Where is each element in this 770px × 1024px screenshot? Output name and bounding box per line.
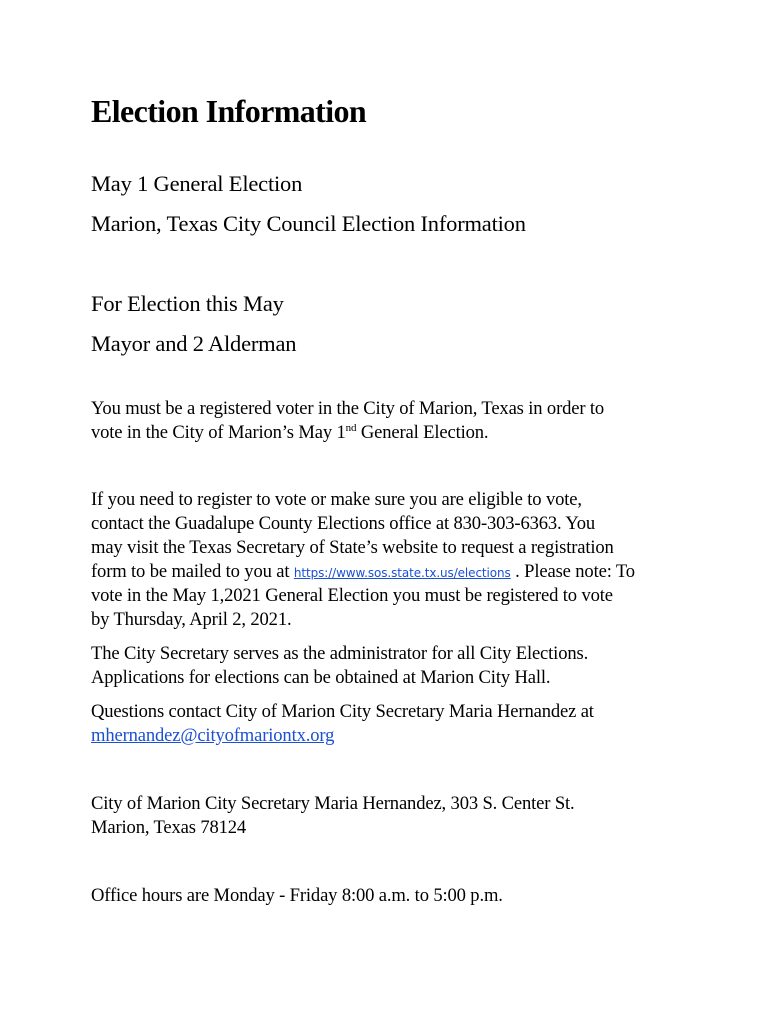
- register-info-line-3: may visit the Texas Secretary of State’s website to request a registration: [91, 537, 614, 558]
- registration-requirement-line-2: [91, 422, 488, 444]
- register-info-line-2: contact the Guadalupe County Elections office at 830-303-6363. You: [91, 513, 596, 534]
- register-info-line-4: [91, 561, 635, 583]
- register-info-line-1: If you need to register to vote or make sure you are eligible to vote,: [91, 489, 582, 510]
- address-line-1: City of Marion City Secretary Maria Hernandez, 303 S. Center St.: [91, 793, 575, 814]
- administrator-line-2: Applications for elections can be obtained at Marion City Hall.: [91, 667, 551, 688]
- register-info-text: form to be mailed to you at: [91, 561, 294, 582]
- address-line-2: Marion, Texas 78124: [91, 817, 247, 838]
- heading-mayor-alderman: Mayor and 2 Alderman: [91, 331, 297, 356]
- register-info-line-6: by Thursday, April 2, 2021.: [91, 609, 292, 630]
- secretary-email-link[interactable]: mhernandez@cityofmariontx.org: [91, 725, 335, 746]
- questions-line: Questions contact City of Marion City Secretary Maria Hernandez at: [91, 701, 594, 722]
- page-title: Election Information: [91, 93, 367, 129]
- ordinal-suffix: nd: [345, 422, 357, 434]
- registration-requirement-end: General Election.: [356, 422, 489, 443]
- heading-general-election: May 1 General Election: [91, 171, 303, 196]
- office-hours: Office hours are Monday - Friday 8:00 a.m. to 5:00 p.m.: [91, 885, 503, 906]
- register-info-line-5: vote in the May 1,2021 General Election you must be registered to vote: [91, 585, 613, 606]
- register-info-note: . Please note: To: [510, 561, 635, 582]
- heading-election-this-may: For Election this May: [91, 291, 284, 316]
- administrator-line-1: The City Secretary serves as the administrator for all City Elections.: [91, 643, 589, 664]
- sos-elections-link[interactable]: https://www.sos.state.tx.us/elections: [293, 566, 511, 580]
- registration-requirement-line-1: You must be a registered voter in the City of Marion, Texas in order to: [91, 398, 605, 419]
- registration-requirement-text: vote in the City of Marion’s May 1: [91, 422, 346, 443]
- heading-council-info: Marion, Texas City Council Election Information: [91, 211, 526, 236]
